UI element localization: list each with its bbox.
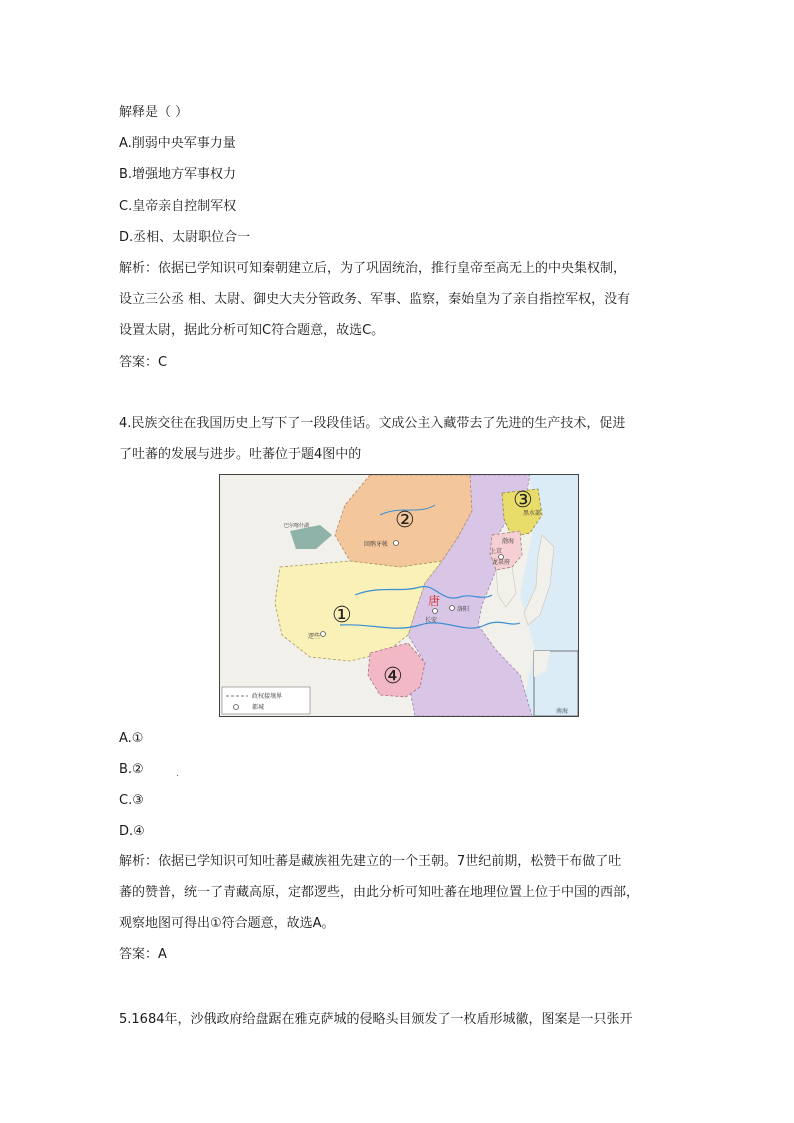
q3-answer: 答案：C [119,355,168,370]
legend-capital-swatch [234,705,239,710]
q4-option-c: C.③ [119,793,144,808]
city-huihe-dot [394,541,399,546]
city-huihe-label: 回鹘牙帐 [364,541,389,548]
bohai-label: 渤海 [502,538,515,545]
q4-answer: 答案：A [119,947,167,962]
q3-option-b: B.增强地方军事权力 [119,167,237,182]
stray-mark: . [176,768,180,779]
city-luoyang-label: 洛阳 [457,606,470,613]
lake-label: 巴尔喀什湖 [284,523,310,529]
q4-option-a: A.① [119,731,144,746]
q3-option-c: C.皇帝亲自控制军权 [119,199,237,214]
q4-stem-line-2: 了吐蕃的发展与进步。吐蕃位于题4图中的 [119,447,362,462]
city-shangjing-label: 上京 [490,548,503,555]
q3-option-d: D.丞相、太尉职位合一 [119,230,251,245]
q4-analysis-line-2: 蕃的赞普，统一了青藏高原，定都逻些，由此分析可知吐蕃在地理位置上位于中国的西部， [119,885,640,900]
city-changan-dot [433,609,438,614]
sea-label: 南海 [556,708,569,715]
q4-option-d: D.④ [119,824,145,839]
region-mark-3: ③ [513,488,533,513]
tang-era-map [219,474,579,717]
legend-capital-label: 都城 [252,704,265,711]
q3-analysis-line-1: 解析：依据已学知识可知秦朝建立后，为了巩固统治，推行皇帝至高无上的中央集权制， [119,261,627,276]
region-mark-4: ④ [383,664,403,689]
heishui-label: 黑水部 [523,510,542,517]
legend-box [222,687,310,714]
tang-label: 唐 [428,594,441,608]
city-luoxie-dot [321,632,326,637]
q3-stem-tail: 解释是（ ） [119,105,189,120]
city-luoxie-label: 逻些 [308,633,321,640]
city-longquan-label: 龙泉府 [492,559,511,566]
q4-stem-line-1: 4.民族交往在我国历史上写下了一段段佳话。文成公主入藏带去了先进的生产技术，促进 [119,416,626,431]
q4-analysis-line-3: 观察地图可得出①符合题意，故选A。 [119,916,335,931]
q3-analysis-line-3: 设置太尉，据此分析可知C符合题意，故选C。 [119,323,385,338]
legend-border-label: 政权接壤界 [252,693,283,700]
q3-option-a: A.削弱中央军事力量 [119,136,236,151]
city-luoyang-dot [450,606,455,611]
q3-analysis-line-2: 设立三公丞 相、太尉、御史大夫分管政务、军事、监察，秦始皇为了亲自指控军权，没有 [119,292,631,307]
region-mark-1: ① [332,603,352,628]
q5-stem-line-1: 5.1684年，沙俄政府给盘踞在雅克萨城的侵略头目颁发了一枚盾形城徽，图案是一只张开 [119,1012,633,1027]
q4-option-b: B.② [119,762,144,777]
q4-analysis-line-1: 解析：依据已学知识可知吐蕃是藏族祖先建立的一个王朝。7世纪前期，松赞干布做了吐 [119,854,622,869]
city-changan-label: 长安 [425,617,438,624]
region-mark-2: ② [395,508,415,533]
